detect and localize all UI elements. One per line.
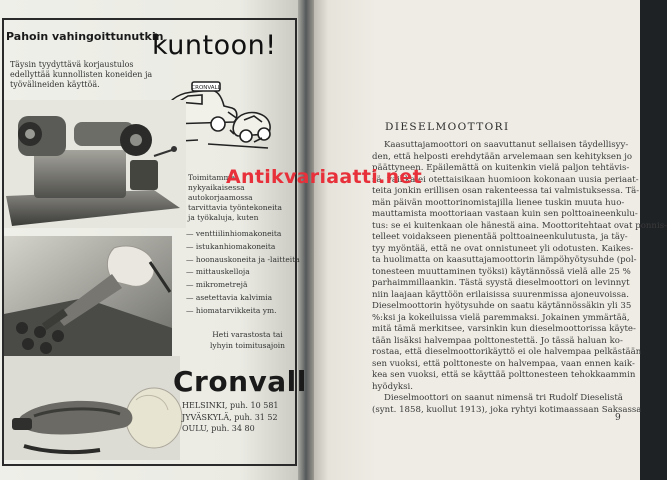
article-body-line: män päivän moottorinomistajilla lienee tuskin muuta huo- <box>372 197 625 208</box>
article-body-line: teita jonkin erillisen osan rakenteessa tai valmistuksessa. Tä- <box>372 186 640 196</box>
article-body-line: tyy myöntää, että ne ovat onnistuneet yli odotusten. Kaikes- <box>372 243 634 254</box>
article-body-line: tään lisäksi halvempaa polttonestettä. Jo tässä haluan ko- <box>372 335 623 346</box>
ad-product-list <box>186 228 300 318</box>
article-body-line: parhaimmillaankin. Tästä syystä dieselmoottori on levinnyt <box>372 278 630 288</box>
hand-hone-photo <box>4 236 172 356</box>
article-body-line: mitä tämä merkitsee, varsinkin kun dieselmoottorissa käyte- <box>372 324 636 334</box>
article-body-line: (synt. 1858, kuollut 1913), joka ryhtyi kotimaassaan Saksassa <box>372 404 642 415</box>
article-body-line: kea sen vuoksi, että se käyttää polttonesteen tehokkaammin <box>372 370 636 380</box>
article-body-line: tus: se ei kuitenkaan ole hänestä aina. Moottoritehtaat ovat ponnis- <box>372 220 667 231</box>
article-body-line: mauttamista moottoriaan vastaan kuin sen polttoaineenkulu- <box>372 209 638 219</box>
ad-product-item: — hoonauskoneita ja -laitteita <box>186 254 300 267</box>
ad-services-text: Toimitamme nykyaikaisessa autokorjaamossa tarvittavia työntekoneita ja työkaluja, kuten <box>188 173 282 222</box>
article-body-line: den, että helposti erehdytään arvelemaan sen kehityksen jo <box>372 151 633 162</box>
truck-sign: CRONVALL <box>191 85 221 91</box>
valve-grinder-photo <box>4 100 186 228</box>
article-body-line: sä, vaikka ei otettaisikaan huomioon kokonaan uusia periaat- <box>372 174 639 185</box>
page-number: 9 <box>615 413 621 423</box>
article-body-line: hyödyksi. <box>372 381 414 392</box>
power-tool-photo <box>4 356 180 460</box>
ad-product-item: — hiomatarvikkeita ym. <box>186 305 300 318</box>
ad-intro-text: Täysin tyydyttävä korjaustulos edellyttää kunnollisten koneiden ja työvälineiden käyttöä. <box>10 60 153 89</box>
article-body-line: rostaa, että dieselmoottorikäyttö ei ole halvempaa pelkästään <box>372 347 642 357</box>
ad-product-item: — venttiilinhiomakoneita <box>186 228 300 241</box>
ad-product-item: — mikrometrejä <box>186 279 300 292</box>
ad-office-item: HELSINKI, puh. 10 581 <box>182 401 279 410</box>
ad-headline: Pahoin vahingoittunutkin <box>6 30 164 43</box>
article-body-line: telleet voidakseen pienentää polttoaineenkulutusta, ja täy- <box>372 232 628 242</box>
article-body-line: Dieselmoottori on saanut nimensä tri Rudolf Dieselistä <box>384 393 623 403</box>
article-body-line: tonesteen muuttaminen työksi) käytännössä vielä alle 25 % <box>372 266 631 277</box>
article-body-line: %:ksi ja kokeiluissa vielä paremmaksi. Jokainen ymmärtää, <box>372 312 630 323</box>
article-body-line: Kaasuttajamoottori on saavuttanut sellaisen täydellisyy- <box>384 140 629 150</box>
watermark-text: Antikvariaatti.net <box>226 166 422 188</box>
ad-office-item: JYVÄSKYLÄ, puh. 31 52 <box>182 412 278 422</box>
ad-headline-big: kuntoon! <box>152 30 277 61</box>
article-body-line: sen vuoksi, että polttoneste on halvempaa, vaan ennen kaik- <box>372 358 635 369</box>
ad-product-item: — asetettavia kalvimia <box>186 292 300 305</box>
article-body-line: niin laajaan käyttöön erilaisissa suurenmissa ajoneuvoissa. <box>372 289 629 300</box>
article-body-line: ta huolimatta on kaasuttajamoottorin lämpöhyötysuhde (pol- <box>372 255 637 265</box>
ad-stock-text: Heti varastosta tai lyhyin toimitusajoin <box>210 330 285 350</box>
ad-office-list <box>182 400 279 435</box>
ad-brand-logo: Cronvall <box>173 365 307 398</box>
ad-product-item: — mittauskelloja <box>186 266 300 279</box>
ad-office-item: OULU, puh. 34 80 <box>182 424 255 433</box>
book-gutter <box>298 0 314 480</box>
article-title: DIESELMOOTTORI <box>385 121 510 133</box>
ad-product-item: — istukanhiomakoneita <box>186 241 300 254</box>
article-body-line: päättyneen. Epäilemättä on kuitenkin vielä paljon tehtävis- <box>372 163 630 173</box>
article-body-line: Dieselmoottorin hyötysuhde on saatu käytännössäkin yli 35 <box>372 301 632 311</box>
